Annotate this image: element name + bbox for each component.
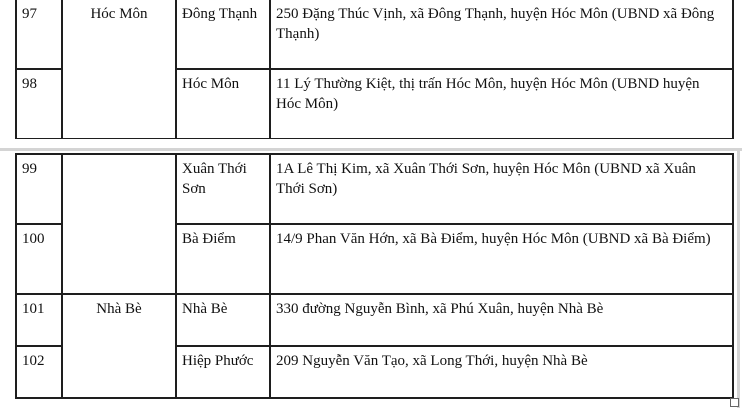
stt-cell: 98 [16,69,62,139]
district-cell [62,294,176,346]
district-cell [62,224,176,294]
address-cell: 330 đường Nguyễn Bình, xã Phú Xuân, huyện Nhà Bè [270,294,733,346]
ward-cell: Đông Thạnh [176,0,270,69]
table-row [16,0,733,69]
address-cell: 250 Đặng Thúc Vịnh, xã Đông Thạnh, huyện Hóc Môn (UBND xã Đông Thạnh) [270,0,733,69]
address-cell: 14/9 Phan Văn Hớn, xã Bà Điểm, huyện Hóc Môn (UBND xã Bà Điểm) [270,224,733,294]
resize-handle[interactable] [730,398,739,407]
district-label: Nhà Bè [96,301,142,317]
page-edge [0,148,742,151]
ward-cell: Xuân Thới Sơn [176,154,270,224]
stt-cell: 99 [16,154,62,224]
table-row [16,294,733,346]
ward-cell: Hiệp Phước [176,346,270,398]
district-cell [62,69,176,139]
district-cell [62,0,176,69]
district-label: Hóc Môn [90,6,148,22]
table-row [16,154,733,224]
stt-cell: 97 [16,0,62,69]
address-table-part1 [15,0,734,140]
ward-cell: Bà Điểm [176,224,270,294]
address-cell: 209 Nguyễn Văn Tạo, xã Long Thới, huyện Nhà Bè [270,346,733,398]
table-row [16,224,733,294]
address-cell: 11 Lý Thường Kiệt, thị trấn Hóc Môn, huyện Hóc Môn (UBND huyện Hóc Môn) [270,69,733,139]
ward-cell: Nhà Bè [176,294,270,346]
table-row [16,69,733,139]
stt-cell: 100 [16,224,62,294]
district-cell [62,154,176,224]
stt-cell: 101 [16,294,62,346]
address-cell: 1A Lê Thị Kim, xã Xuân Thới Sơn, huyện Hóc Môn (UBND xã Xuân Thới Sơn) [270,154,733,224]
stt-cell: 102 [16,346,62,398]
page-edge-right [737,148,740,408]
district-cell [62,346,176,398]
address-table-part2 [15,153,734,399]
ward-cell: Hóc Môn [176,69,270,139]
table-row [16,346,733,398]
